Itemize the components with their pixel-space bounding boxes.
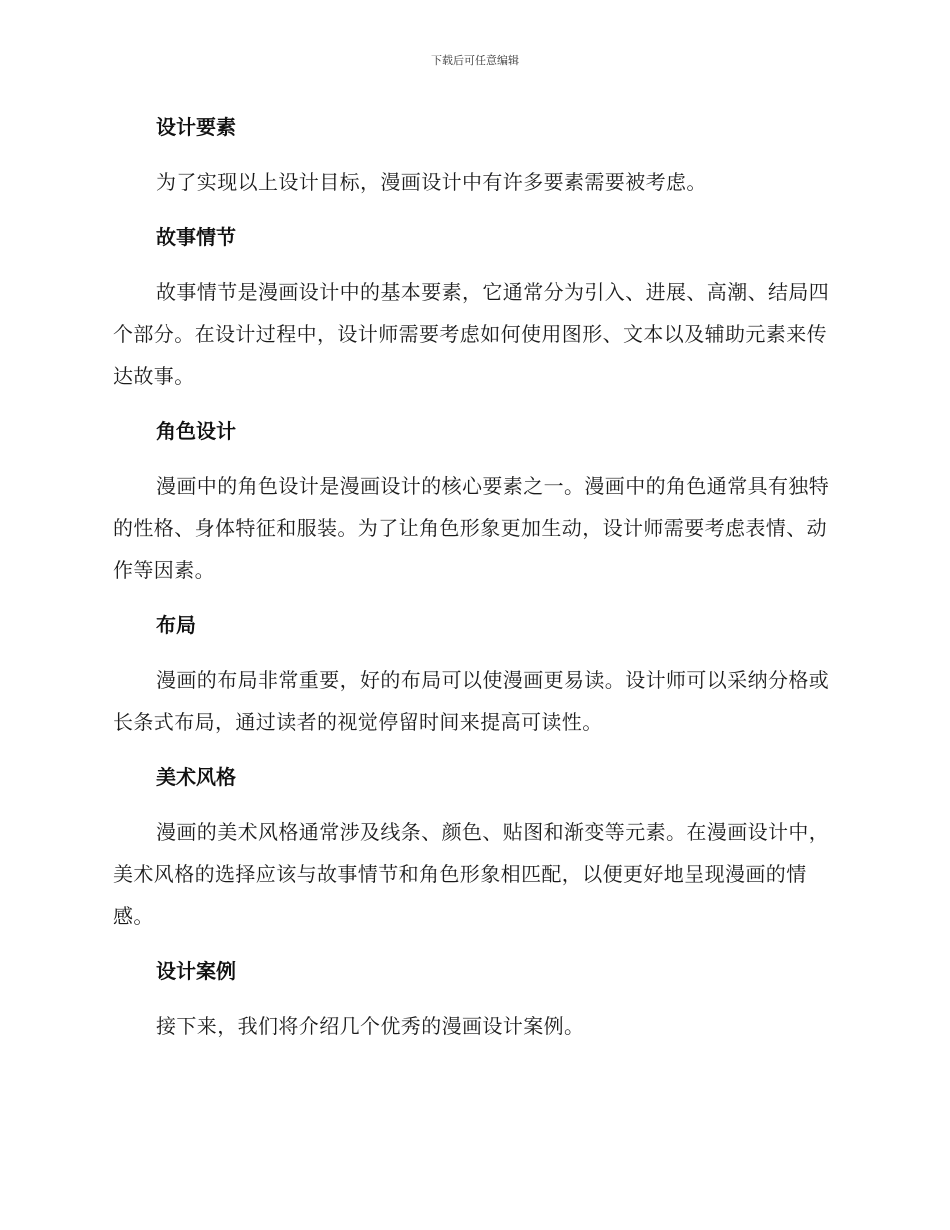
section-paragraph-design-elements: 为了实现以上设计目标，漫画设计中有许多要素需要被考虑。	[156, 170, 707, 194]
section-heading-art-style: 美术风格	[156, 765, 236, 789]
section-heading-character-design: 角色设计	[156, 419, 236, 443]
section-heading-design-cases: 设计案例	[156, 959, 236, 983]
section-paragraph-character-design: 漫画中的角色设计是漫画设计的核心要素之一。漫画中的角色通常具有独特的性格、身体特征和服装。为了让角色形象更加生动，设计师需要考虑表情、动作等因素。	[113, 474, 830, 582]
section-paragraph-art-style: 漫画的美术风格通常涉及线条、颜色、贴图和渐变等元素。在漫画设计中，美术风格的选择应该与故事情节和角色形象相匹配，以便更好地呈现漫画的情感。	[113, 820, 830, 928]
section-paragraph-story: 故事情节是漫画设计中的基本要素，它通常分为引入、进展、高潮、结局四个部分。在设计过程中，设计师需要考虑如何使用图形、文本以及辅助元素来传达故事。	[113, 280, 830, 388]
page-header: 下载后可任意编辑	[431, 54, 519, 67]
section-paragraph-layout: 漫画的布局非常重要，好的布局可以使漫画更易读。设计师可以采纳分格或长条式布局，通过读者的视觉停留时间来提高可读性。	[113, 668, 830, 734]
section-paragraph-design-cases: 接下来，我们将介绍几个优秀的漫画设计案例。	[156, 1014, 585, 1038]
section-heading-story: 故事情节	[156, 225, 236, 249]
document-body	[113, 106, 833, 1047]
section-heading-design-elements: 设计要素	[156, 115, 236, 139]
section-heading-layout: 布局	[156, 613, 196, 637]
